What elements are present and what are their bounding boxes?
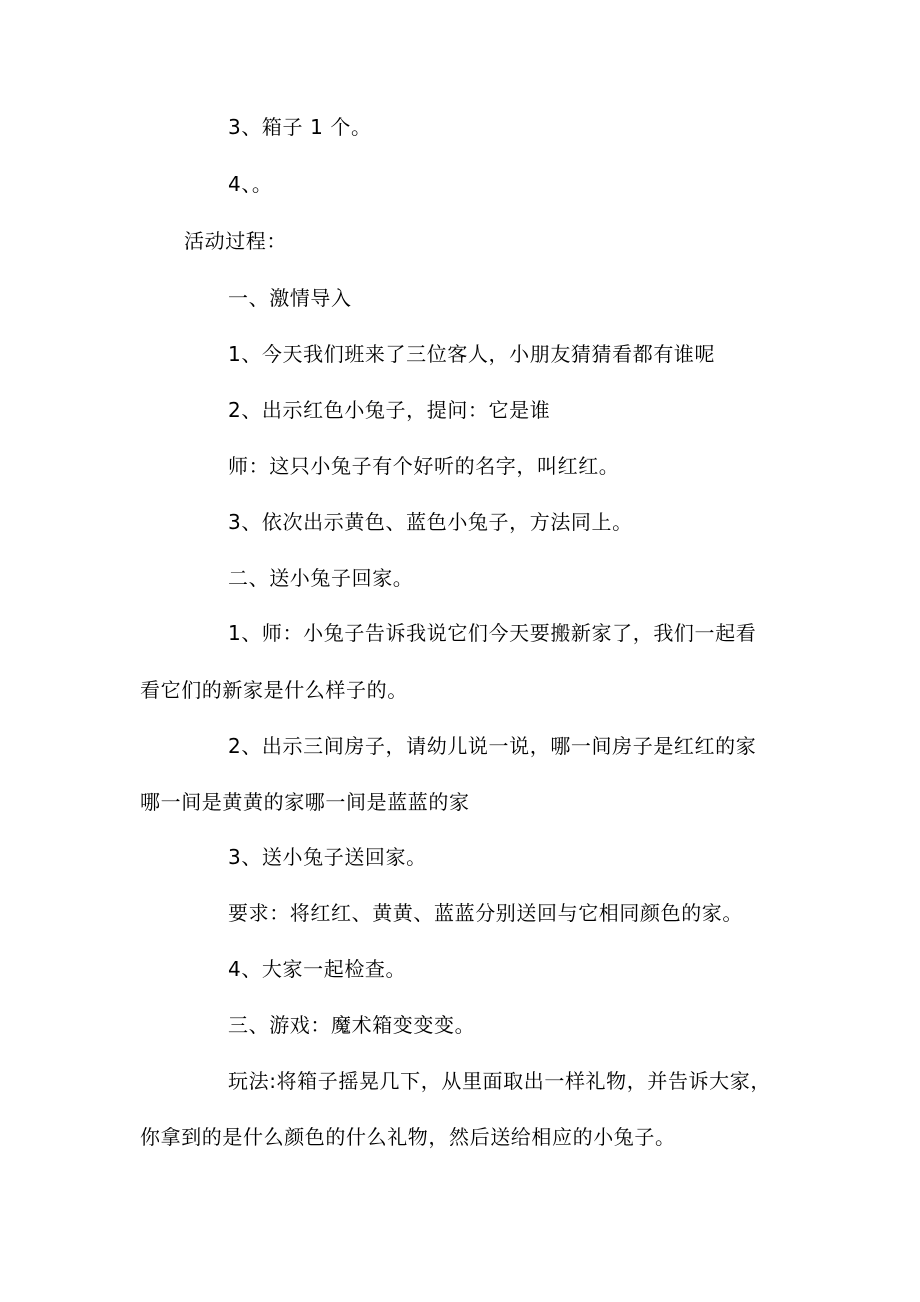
part-heading-3: 三、游戏：魔术箱变变变。: [228, 1013, 476, 1037]
paragraph-line: 4、大家一起检查。: [228, 957, 407, 981]
paragraph-line-continuation: 你拿到的是什么颜色的什么礼物，然后送给相应的小兔子。: [140, 1125, 676, 1149]
paragraph-line-continuation: 看它们的新家是什么样子的。: [140, 678, 408, 702]
material-item-4: 4、。: [228, 172, 273, 196]
paragraph-line: 1、师：小兔子告诉我说它们今天要搬新家了，我们一起看: [228, 621, 757, 645]
paragraph-line-continuation: 哪一间是黄黄的家哪一间是蓝蓝的家: [140, 790, 470, 814]
paragraph-line: 师：这只小兔子有个好听的名字，叫红红。: [228, 454, 620, 478]
part-heading-2: 二、送小兔子回家。: [228, 566, 414, 590]
paragraph-line: 3、送小兔子送回家。: [228, 845, 427, 869]
paragraph-line: 3、依次出示黄色、蓝色小兔子，方法同上。: [228, 510, 633, 534]
section-heading-activity-process: 活动过程：: [184, 229, 287, 253]
part-heading-1: 一、激情导入: [228, 286, 352, 310]
paragraph-line: 玩法:将箱子摇晃几下，从里面取出一样礼物，并告诉大家，: [228, 1069, 771, 1093]
paragraph-line: 2、出示红色小兔子，提问：它是谁: [228, 398, 551, 422]
paragraph-line: 1、今天我们班来了三位客人，小朋友猜猜看都有谁呢: [228, 342, 716, 366]
paragraph-line: 要求：将红红、黄黄、蓝蓝分别送回与它相同颜色的家。: [228, 901, 743, 925]
paragraph-line: 2、出示三间房子，请幼儿说一说，哪一间房子是红红的家: [228, 734, 757, 758]
material-item-3: 3、箱子 1 个。: [228, 115, 372, 139]
